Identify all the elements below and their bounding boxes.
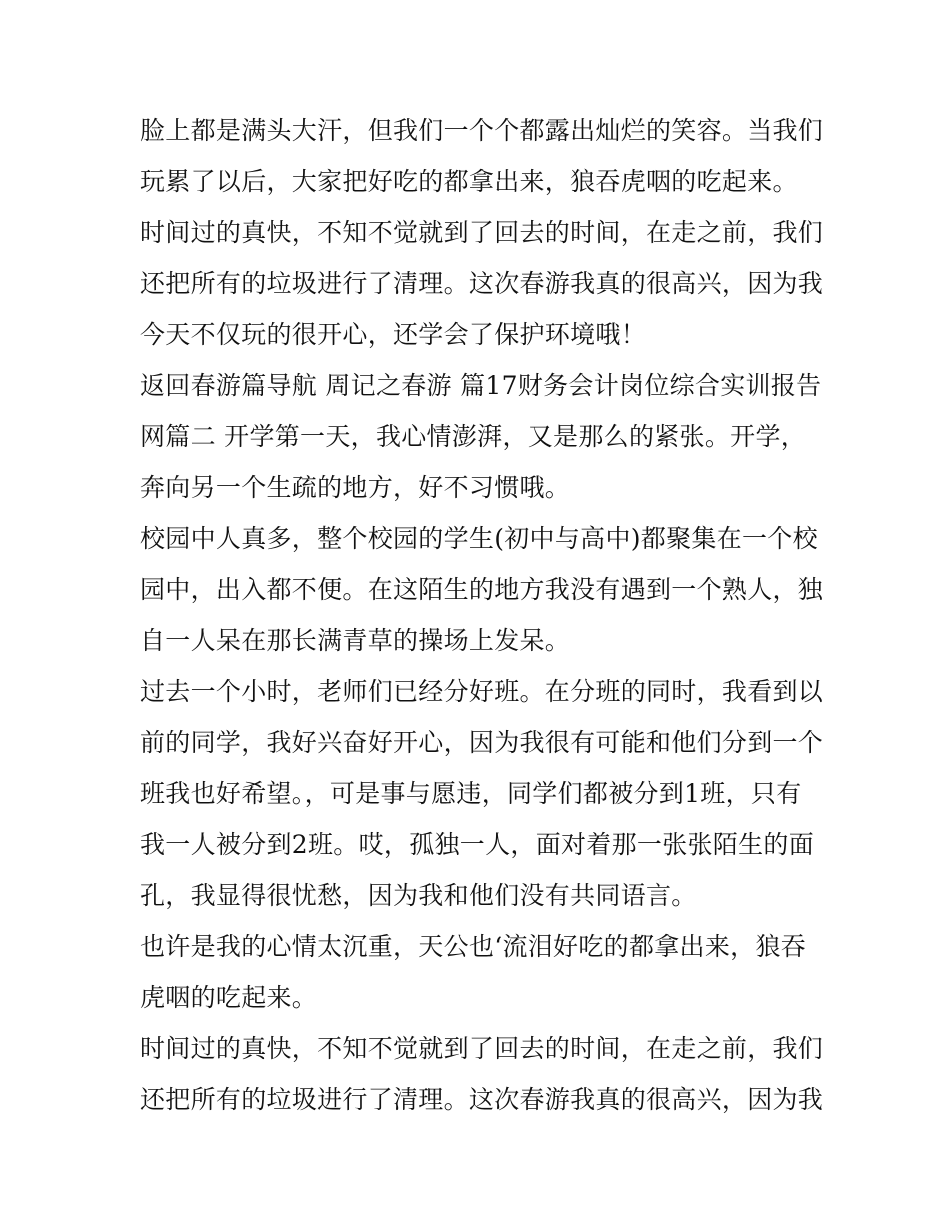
text-line: 还把所有的垃圾进行了清理。这次春游我真的很高兴，因为我 <box>140 1085 824 1114</box>
text-line: 孔，我显得很忧愁，因为我和他们没有共同语言。 <box>140 881 697 910</box>
text-line: 班我也好希望。，可是事与愿违，同学们都被分到1班，只有 <box>140 779 802 808</box>
text-line: 今天不仅玩的很开心，还学会了保护环境哦！ <box>140 320 647 349</box>
text-line: 时间过的真快，不知不觉就到了回去的时间，在走之前，我们 <box>140 1034 824 1063</box>
text-line: 时间过的真快，不知不觉就到了回去的时间，在走之前，我们 <box>140 218 824 247</box>
text-line: 还把所有的垃圾进行了清理。这次春游我真的很高兴，因为我 <box>140 269 824 298</box>
text-line: 虎咽的吃起来。 <box>140 983 318 1012</box>
text-line: 园中，出入都不便。在这陌生的地方我没有遇到一个熟人，独 <box>140 575 824 604</box>
text-line: 返回春游篇导航 周记之春游 篇17财务会计岗位综合实训报告 <box>140 371 822 400</box>
document-body <box>140 105 824 1125</box>
text-line: 校园中人真多，整个校园的学生(初中与高中)都聚集在一个校 <box>140 524 818 553</box>
text-line: 也许是我的心情太沉重，天公也‘流泪好吃的都拿出来，狼吞 <box>140 932 807 961</box>
text-line: 自一人呆在那长满青草的操场上发呆。 <box>140 626 571 655</box>
text-line: 玩累了以后，大家把好吃的都拿出来，狼吞虎咽的吃起来。 <box>140 167 798 196</box>
text-line: 奔向另一个生疏的地方，好不习惯哦。 <box>140 473 571 502</box>
text-line: 前的同学，我好兴奋好开心，因为我很有可能和他们分到一个 <box>140 728 824 757</box>
text-line: 脸上都是满头大汗，但我们一个个都露出灿烂的笑容。当我们 <box>140 116 824 145</box>
text-line: 过去一个小时，老师们已经分好班。在分班的同时，我看到以 <box>140 677 824 706</box>
text-line: 我一人被分到2班。哎，孤独一人，面对着那一张张陌生的面 <box>140 830 815 859</box>
text-line: 网篇二 开学第一天，我心情澎湃，又是那么的紧张。开学， <box>140 422 807 451</box>
